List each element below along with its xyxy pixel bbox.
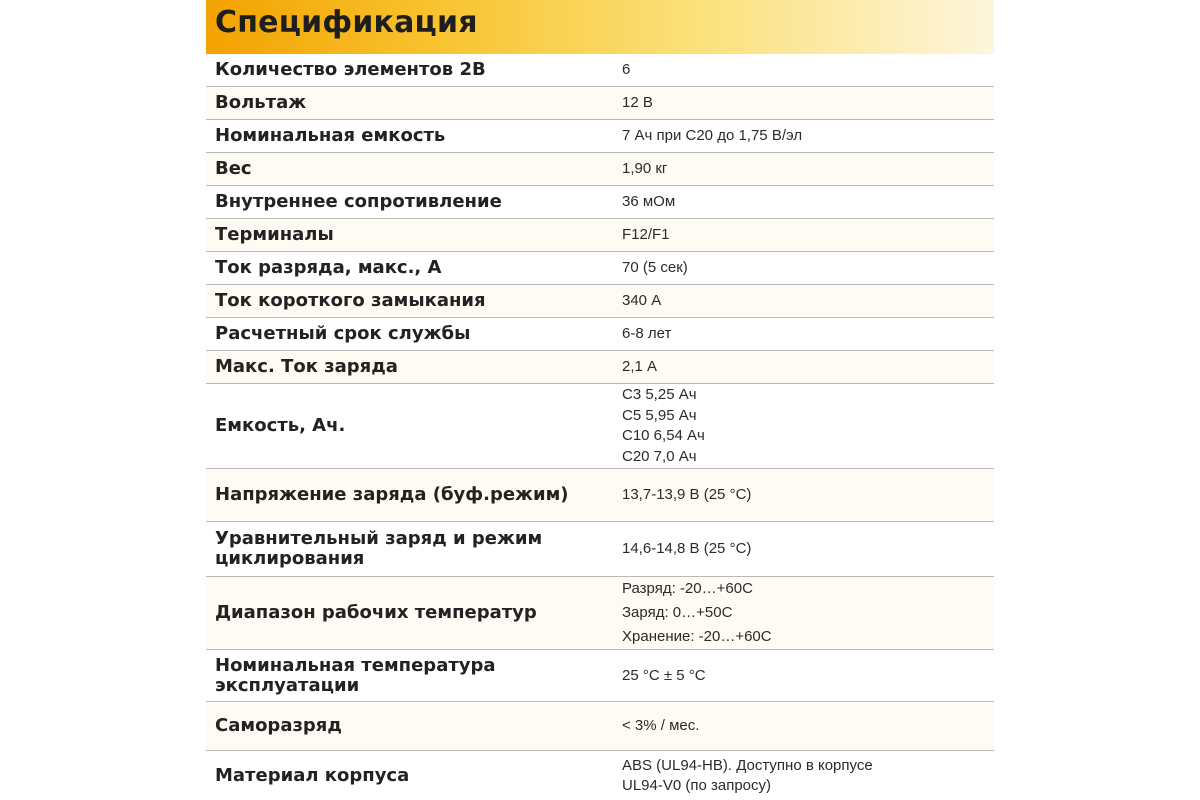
row-value (622, 60, 982, 80)
table-row (206, 469, 994, 522)
row-label: Материал корпуса (215, 764, 410, 786)
row-value (622, 756, 982, 796)
row-label: Саморазряд (215, 715, 342, 736)
row-value (622, 159, 982, 179)
row-value (622, 291, 982, 311)
value-line: 1,90 кг (622, 160, 668, 177)
row-label: Ток разряда, макс., А (215, 257, 442, 278)
table-row (206, 219, 994, 252)
table-row (206, 153, 994, 186)
row-value (622, 225, 982, 245)
value-line: 12 В (622, 94, 653, 111)
value-line: F12/F1 (622, 226, 670, 243)
value-line: Хранение: -20…+60С (622, 628, 772, 645)
table-row (206, 751, 994, 800)
table-row (206, 285, 994, 318)
table-row (206, 384, 994, 469)
row-label: Емкость, Ач. (215, 415, 346, 436)
value-line: 6-8 лет (622, 325, 672, 342)
row-value (622, 324, 982, 344)
value-line: < 3% / мес. (622, 717, 700, 734)
page-title: Спецификация (215, 5, 478, 40)
value-line: 340 А (622, 292, 662, 309)
row-label: Терминалы (215, 224, 334, 245)
row-value (622, 716, 982, 736)
table-row (206, 351, 994, 384)
value-line: 6 (622, 61, 631, 78)
value-line: Разряд: -20…+60С (622, 580, 753, 597)
value-line: 7 Ач при C20 до 1,75 В/эл (622, 127, 803, 144)
value-line: С3 5,25 Ач (622, 386, 697, 403)
value-line: Заряд: 0…+50С (622, 604, 733, 621)
row-label: Вес (215, 158, 252, 179)
row-value (622, 126, 982, 146)
table-row (206, 702, 994, 751)
value-line: 13,7-13,9 В (25 °С) (622, 486, 752, 503)
row-value (622, 93, 982, 113)
table-row (206, 577, 994, 650)
value-line: 70 (5 сек) (622, 259, 688, 276)
row-value (622, 357, 982, 377)
table-row (206, 252, 994, 285)
value-line: С20 7,0 Ач (622, 447, 697, 465)
row-value (622, 485, 982, 505)
value-line: 36 мОм (622, 193, 676, 210)
table-row (206, 318, 994, 351)
value-line: 2,1 А (622, 358, 658, 375)
value-line: 25 °С ± 5 °С (622, 666, 706, 684)
row-label: Расчетный срок службы (215, 323, 471, 344)
row-label: Макс. Ток заряда (215, 356, 398, 377)
row-value (622, 539, 982, 559)
table-row (206, 186, 994, 219)
table-row (206, 650, 994, 702)
row-value (622, 385, 982, 467)
value-line: 14,6-14,8 В (25 °С) (622, 540, 752, 557)
row-label: Напряжение заряда (буф.режим) (215, 484, 569, 505)
table-row (206, 87, 994, 120)
table-row (206, 120, 994, 153)
row-label: Количество элементов 2В (215, 59, 486, 80)
row-label: Внутреннее сопротивление (215, 191, 502, 212)
row-value (622, 258, 982, 278)
row-label: Уравнительный заряд и режим циклирования (215, 528, 543, 569)
row-value (622, 666, 982, 686)
row-label: Ток короткого замыкания (215, 290, 486, 311)
row-label: Номинальная температура эксплуатации (215, 654, 496, 696)
row-label: Номинальная емкость (215, 125, 446, 146)
row-label: Диапазон рабочих температур (215, 602, 537, 623)
spec-header (206, 0, 994, 54)
value-line: С10 6,54 Ач (622, 427, 705, 444)
specification-sheet (206, 0, 994, 800)
row-value (622, 192, 982, 212)
value-line: UL94-V0 (по запросу) (622, 776, 772, 794)
value-line: ABS (UL94-HB). Доступно в корпусе (622, 756, 873, 774)
table-row (206, 522, 994, 577)
value-line: С5 5,95 Ач (622, 406, 697, 424)
table-row (206, 54, 994, 87)
row-label: Вольтаж (215, 92, 307, 113)
row-value (622, 577, 982, 649)
